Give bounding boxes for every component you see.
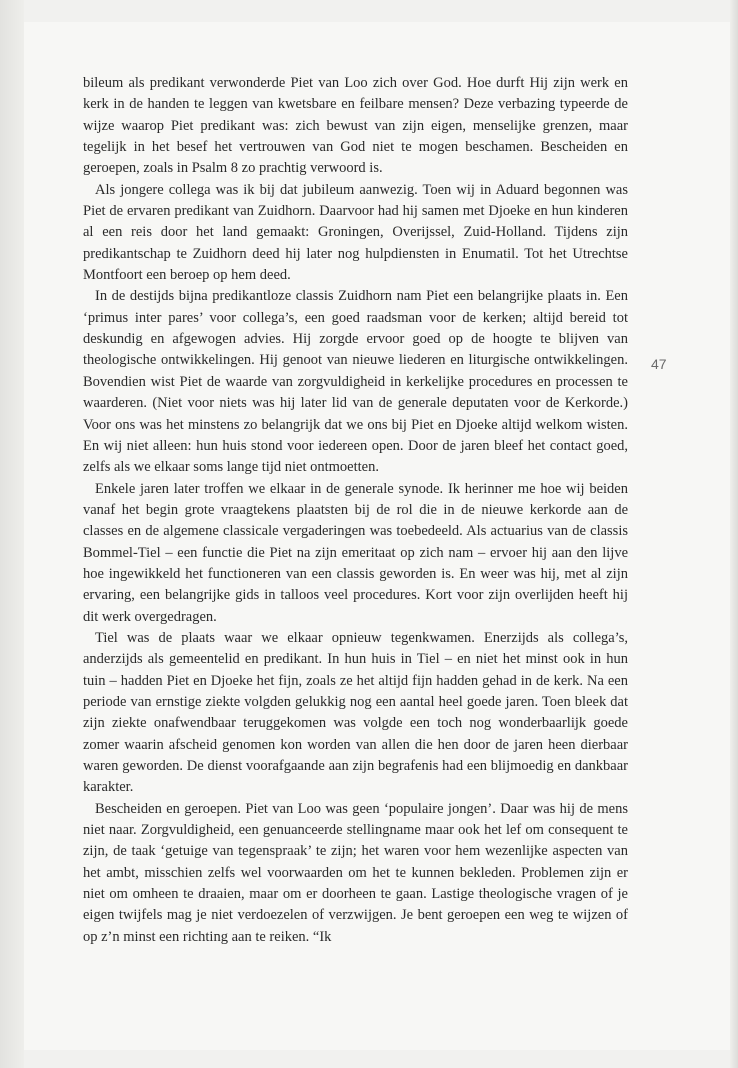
paragraph: Bescheiden en geroepen. Piet van Loo was geen ‘populaire jongen’. Daar was hij de mens niet naar. Zorgvuldigheid, een genuanceerde stellingname maar ook het lef om consequent te zijn, de taak ‘getuige van tegenspraak’ te zijn; het waren voor hem wezenlijke aspecten van het ambt, misschien zelfs wel voorwaarden om het te kunnen bekleden. Problemen zijn er niet om omheen te draaien, maar om er doorheen te gaan. Lastige theologische vragen of je eigen twijfels mag je niet verdoezelen of verzwijgen. Je bent geroepen een weg te wijzen of op z’n minst een richting aan te reiken. “Ik [83, 800, 628, 945]
paragraph: Enkele jaren later troffen we elkaar in de generale synode. Ik herinner me hoe wij beiden vanaf het begin grote vraagtekens plaatsten bij de rol die in de nieuwe kerkorde aan de classes en de algemene classicale vergaderingen was toebedeeld. Als actuarius van de classis Bommel-Tiel – een functie die Piet na zijn emeritaat op zich nam – ervoer hij aan den lijve hoe ingewikkeld het functioneren van een classis geworden is. En weer was hij, met al zijn ervaring, een belangrijke gids in talloos veel procedures. Kort voor zijn overlijden heeft hij dit werk overgedragen. [83, 480, 628, 625]
page-gutter-shadow [0, 0, 24, 1068]
body-text [83, 73, 628, 948]
page-edge-shadow [730, 0, 738, 1068]
paragraph: Tiel was de plaats waar we elkaar opnieuw tegenkwamen. Enerzijds als collega’s, anderzijds als gemeentelid en predikant. In hun huis in Tiel – en niet het minst ook in hun tuin – hadden Piet en Djoeke het fijn, zoals ze het altijd fijn hadden gehad in de kerk. Na een periode van ernstige ziekte volgden gelukkig nog een aantal heel goede jaren. Toen bleek dat zijn ziekte onafwendbaar teruggekomen was volgde een toch nog wonderbaarlijk goede zomer waarin afscheid genomen kon worden van allen die hen door de jaren heen dierbaar waren geworden. De dienst voorafgaande aan zijn begrafenis had een blijmoedig en dankbaar karakter. [83, 629, 628, 796]
paragraph: bileum als predikant verwonderde Piet van Loo zich over God. Hoe durft Hij zijn werk en kerk in de handen te leggen van kwetsbare en feilbare mensen? Deze verbazing typeerde de wijze waarop Piet predikant was: zich bewust van zijn eigen, menselijke grenzen, maar tegelijk in het besef het vertrouwen van God niet te mogen beschamen. Bescheiden en geroepen, zoals in Psalm 8 zo prachtig verwoord is. [83, 75, 628, 177]
page-number: 47 [651, 356, 667, 372]
paragraph: In de destijds bijna predikantloze classis Zuidhorn nam Piet een belangrijke plaats in. Een ‘primus inter pares’ voor collega’s, een goed raadsman voor de kerken; altijd bereid tot deskundig en afgewogen advies. Hij zorgde ervoor goed op de hoogte te blijven van theologische ontwikkelingen. Hij genoot van nieuwe liederen en liturgische ontwikkelingen. Bovendien wist Piet de waarde van zorgvuldigheid in kerkelijke procedures en processen te waarderen. (Niet voor niets was hij later lid van de generale deputaten voor de Kerkorde.) Voor ons was het minstens zo belangrijk dat we ons bij Piet en Djoeke altijd welkom wisten. En wij niet alleen: hun huis stond voor iedereen open. Door de jaren bleef het contact goed, zelfs als we elkaar soms lange tijd niet ontmoetten. [83, 288, 628, 476]
paragraph: Als jongere collega was ik bij dat jubileum aanwezig. Toen wij in Aduard begonnen was Piet de ervaren predikant van Zuidhorn. Daarvoor had hij samen met Djoeke en hun kinderen al een reis door het land gemaakt: Groningen, Overijssel, Zuid-Holland. Tijdens zijn predikantschap te Zuidhorn deed hij later nog hulpdiensten in Enumatil. Tot het Utrechtse Montfoort een beroep op hem deed. [83, 181, 628, 284]
